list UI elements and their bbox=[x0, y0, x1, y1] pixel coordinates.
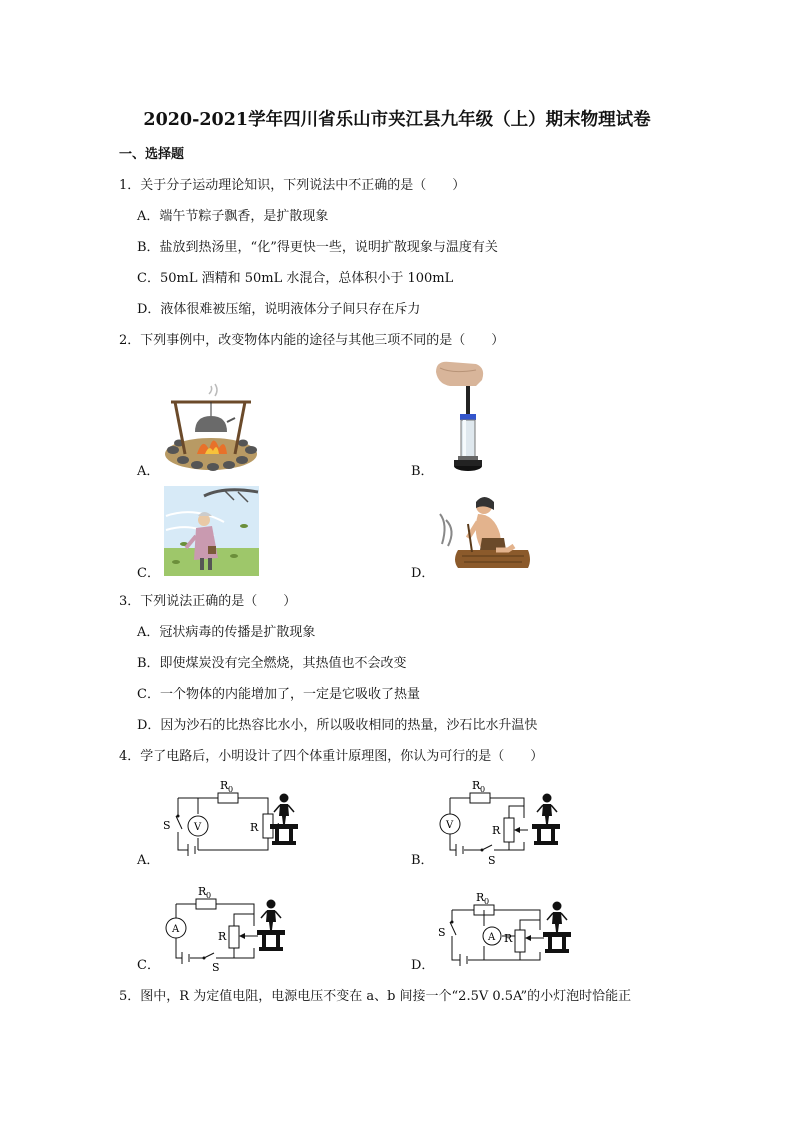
q2-label-d: D． bbox=[411, 566, 435, 581]
svg-text:0: 0 bbox=[484, 897, 490, 906]
q3-stem: 3．下列说法正确的是（ ） bbox=[119, 594, 297, 609]
svg-text:R: R bbox=[476, 891, 485, 904]
campfire-kettle-image bbox=[163, 388, 259, 474]
q3-option-c: C．一个物体的内能增加了，一定是它吸收了热量 bbox=[137, 687, 420, 702]
svg-text:R: R bbox=[492, 824, 501, 837]
svg-text:R: R bbox=[472, 779, 481, 792]
svg-text:S: S bbox=[163, 819, 171, 832]
q3-option-b: B．即使煤炭没有完全燃烧，其热值也不会改变 bbox=[137, 656, 407, 671]
q4-label-c: C． bbox=[137, 958, 160, 973]
q1-option-a: A．端午节粽子飘香，是扩散现象 bbox=[137, 209, 329, 224]
svg-text:R: R bbox=[198, 885, 207, 898]
svg-text:S: S bbox=[488, 854, 496, 867]
svg-text:R: R bbox=[218, 930, 227, 943]
q2-label-b: B． bbox=[411, 464, 434, 479]
circuit-diagram-c bbox=[158, 880, 298, 972]
q1-option-d: D．液体很难被压缩，说明液体分子间只存在斥力 bbox=[137, 302, 421, 317]
circuit-diagram-d bbox=[434, 880, 578, 972]
q3-option-d: D．因为沙石的比热容比水小，所以吸收相同的热量，沙石比水升温快 bbox=[137, 718, 538, 733]
section-heading: 一、选择题 bbox=[119, 147, 185, 162]
svg-text:R: R bbox=[504, 932, 513, 945]
svg-text:0: 0 bbox=[228, 785, 234, 794]
q4-label-a: A． bbox=[137, 853, 160, 868]
q4-label-d: D． bbox=[411, 958, 435, 973]
svg-text:R: R bbox=[220, 779, 229, 792]
pump-compress-air-image bbox=[432, 360, 492, 474]
q3-option-a: A．冠状病毒的传播是扩散现象 bbox=[137, 625, 316, 640]
q4-stem: 4．学了电路后，小明设计了四个体重计原理图，你认为可行的是（ ） bbox=[119, 749, 544, 764]
svg-text:0: 0 bbox=[206, 891, 212, 900]
svg-text:0: 0 bbox=[480, 785, 486, 794]
q5-stem: 5．图中，R 为定值电阻，电源电压不变在 a、b 间接一个“2.5V 0.5A”的小灯泡时恰能正 bbox=[119, 989, 632, 1004]
svg-text:V: V bbox=[194, 822, 202, 833]
svg-text:A: A bbox=[488, 932, 496, 943]
q1-option-c: C．50mL 酒精和 50mL 水混合，总体积小于 100mL bbox=[137, 271, 454, 286]
q2-stem: 2．下列事例中，改变物体内能的途径与其他三项不同的是（ ） bbox=[119, 333, 505, 348]
exam-title: 2020-2021学年四川省乐山市夹江县九年级（上）期末物理试卷 bbox=[143, 110, 651, 130]
svg-text:S: S bbox=[438, 926, 446, 939]
q4-label-b: B． bbox=[411, 853, 434, 868]
svg-text:A: A bbox=[172, 924, 180, 935]
drilling-wood-fire-image bbox=[438, 494, 534, 576]
svg-text:R: R bbox=[250, 821, 259, 834]
circuit-diagram-a bbox=[158, 776, 298, 868]
q1-option-b: B．盐放到热汤里，“化”得更快一些，说明扩散现象与温度有关 bbox=[137, 240, 498, 255]
windy-weather-image bbox=[164, 486, 259, 576]
svg-text:S: S bbox=[212, 961, 220, 974]
q2-label-c: C． bbox=[137, 566, 160, 581]
q1-stem: 1．关于分子运动理论知识，下列说法中不正确的是（ ） bbox=[119, 178, 466, 193]
q2-label-a: A． bbox=[137, 464, 160, 479]
circuit-diagram-b bbox=[436, 776, 576, 868]
svg-text:V: V bbox=[446, 820, 454, 831]
